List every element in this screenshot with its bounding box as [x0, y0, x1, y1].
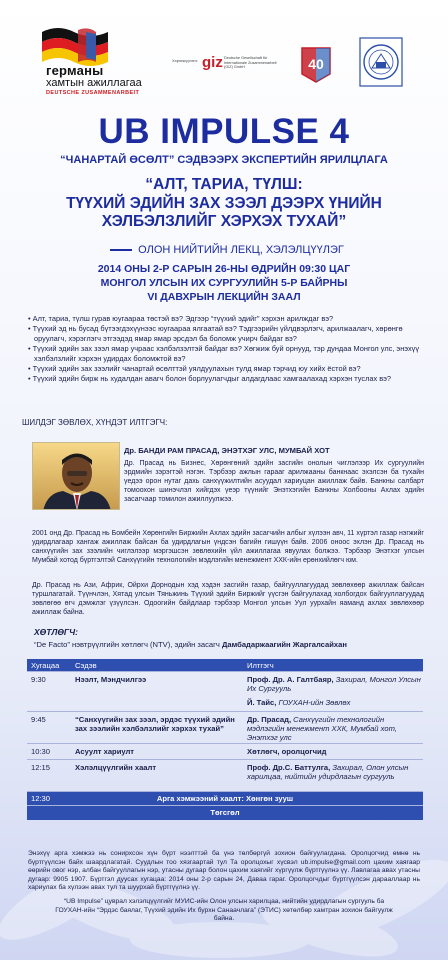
- question-list: [28, 314, 420, 384]
- header-time: Хугацаа: [31, 661, 60, 670]
- topic-heading: [0, 176, 448, 232]
- lecture-type-row: [0, 244, 448, 256]
- row-time: 12:15: [31, 763, 51, 772]
- end-band-row: [27, 806, 423, 820]
- lecture-type: ОЛОН НИЙТИЙН ЛЕКЦ, ХЭЛЭЛЦҮҮЛЭГ: [138, 244, 344, 256]
- closing-band-row: [27, 792, 423, 806]
- speaker-name: Др. БАНДИ РАМ ПРАСАД, ЭНЭТХЭГ УЛС, МУМБАЙ ХОТ: [124, 446, 330, 455]
- table-row: [27, 672, 423, 712]
- german-cooperation-logo: [46, 64, 156, 97]
- registration-info: Энэхүү арга хэмжээ нь сонирхсон хүн бүрт нээлттэй ба үнэ төлбөргүй зохион байгуулагдана. Оролцогчид өмнө нь бүртгүүлсэн байх шаардлагатай. Суудлын тоо хязгаартай тул Та оролцохыг хүсвэл ub.impulse@gmail.com цахим хаягаар өөрийн овог нэр, албан байгууллагын нэр, утасны дугаар болон цахим хаягийг хүргүүлж бүртгүүлнэ үү. Лавлагаа авах утасны дугаар: 9905 1907. Бүртгэл дуусах хугацаа: 2014 оны 2-р сарын 24, Даваа гараг. Оролцогчдыг бүртгүүлсэн дарааллаар нь хариулах ба хүлээн авах тул та шуурхай бүртгүүлнэ үү.: [28, 850, 420, 892]
- moderator-label: ХӨТЛӨГЧ:: [34, 627, 78, 637]
- german-flag-icon: [38, 24, 112, 68]
- speaker-name-bold: Проф. Др.С. Баттулга,: [247, 763, 331, 772]
- row-topic: “Санхүүгийн зах зээл, эрдэс түүхий эдийн зах зээлийн хэлбэлзлийг хэрхэх тухай”: [75, 715, 235, 733]
- datetime-line-3: VI ДАВХРЫН ЛЕКЦИЙН ЗААЛ: [147, 291, 301, 304]
- topic-line-3: ХЭЛБЭЛЗЛИЙГ ХЭРХЭХ ТУХАЙ”: [101, 213, 347, 231]
- speaker-affiliation: Захирал, Монгол Улсын Их Сургууль: [247, 675, 421, 693]
- row-time: 10:30: [31, 747, 51, 756]
- event-datetime: [0, 262, 448, 305]
- row-time: 9:45: [31, 715, 46, 724]
- header-speaker: Илтгэгч: [247, 661, 274, 670]
- giz-wordmark: giz: [202, 54, 223, 71]
- page-subtitle: “ЧАНАРТАЙ ӨСӨЛТ” СЭДВЭЭРХ ЭКСПЕРТИЙН ЯРИЛЦЛАГА: [60, 154, 388, 166]
- speaker-name-bold: Й. Тайс,: [247, 698, 277, 707]
- table-header-row: [27, 659, 423, 672]
- speaker-affiliation: Захирал, Олон улсын харилцаа, нийтийн удирдлагын сургууль: [247, 763, 409, 781]
- organizer-note-text: “UB Impulse” цуврал хэлэлцүүлгийг МУИС-ийн Олон улсын харилцаа, нийтийн удирдлагын сургууль ба ГОУХАН-ийн “Эрдэс баялаг, Түүхий эдийн Их бурхн Санаачлага” (ЭТИС) хөтөлбөр хамтран зохион байгуулж байна.: [55, 898, 393, 923]
- list-item: • Түүхий эдийн зах зээл ямар учраас хэлбэлзэлтэй байдаг вэ? Хөгжиж буй орнууд, тэр дундаа Монгол улс, энэхүү хэлбэлзлийг хэрхэн удирдах боломжтой вэ?: [28, 343, 420, 363]
- row-speaker: [247, 763, 421, 781]
- header-topic: Сэдэв: [75, 661, 97, 670]
- speaker-portrait-icon: [33, 443, 120, 510]
- de-logo-line1: германы: [46, 63, 104, 78]
- moderator-line: [34, 640, 347, 649]
- speaker-bio-paragraph: 2001 онд Др. Прасад нь Бомбейн Хөрөнгийн Биржийн Ахлах эдийн засагчийн албыг хүлээн авч, 11 хүртэл газар нэгжийг удирдлагаар хангаж ажиллаж байсан ба удирдлагын үндсэн багийн гишүүн байв. 2006 оноос эхлэн Др. Прасад нь санхүүгийн зах зээлийн чиглэлээр мэргэшсэн зөвлөхийн үйл ажиллагаа явуулах болжээ. Тэрбээр Энэтхэг улсын Мумбай хотод бүртгэлтэй Санхүүгийн технологийн мэдлэгийн менежмент ХХК-ийн ерөнхийлөгч юм.: [32, 530, 424, 564]
- topic-line-2: ТҮҮХИЙ ЭДИЙН ЗАХ ЗЭЭЛ ДЭЭРХ ҮНИЙН: [66, 194, 382, 212]
- speaker-affiliation: ГОУХАН-ийн Зөвлөх: [276, 698, 351, 707]
- table-row: [27, 744, 423, 760]
- de-logo-line2: хамтын ажиллагаа: [46, 76, 142, 89]
- row-speaker: [247, 675, 421, 693]
- speaker-bio-paragraph: Др. Прасад нь Бизнес, Хөрөнгөний эдийн засгийн онолын чиглэлээр Их сургуулийн эрдмийн зэрэгтэй нэгэн. Тэрбээр ажлын гарааг арилжааны банкнаас эхэлсэн ба тухайн үедээ орон нутаг дахь санхүүжилтийн асуудал хариуцан ажиллаж байв. Банкны салбарт томоохон шинэчлэл хийгдэх үеэр түүнийг Энэтхэгийн Банкны Холбооны Ахлах эдийн засагчаар томилон ажиллуулжээ.: [124, 460, 424, 503]
- speaker-affiliation: Санхүүгийн технологийн мэдлэгийн менежмент ХХК, Мумбай хот, Энэтхэг улс: [247, 715, 397, 742]
- datetime-line-2: МОНГОЛ УЛСЫН ИХ СУРГУУЛИЙН 5-Р БАЙРНЫ: [100, 277, 348, 290]
- anniversary-badge-icon: [298, 44, 334, 84]
- speaker-name-bold: Проф. Др. А. Галтбаяр,: [247, 675, 334, 684]
- university-seal-icon: [358, 36, 404, 88]
- giz-logo: [172, 54, 287, 80]
- topic-line-1: “АЛТ, ТАРИА, ТҮЛШ:: [145, 176, 303, 193]
- end-label: Төгсгөл: [210, 808, 240, 817]
- datetime-line-1: 2014 ОНЫ 2-Р САРЫН 26-НЫ ӨДРИЙН 09:30 ЦАГ: [97, 263, 351, 275]
- row-time: 9:30: [31, 675, 46, 684]
- moderator-name: Дамбадаржаагийн Жаргалсайхан: [221, 640, 347, 649]
- honorary-speaker-label: ШИЛДЭГ ЗӨВЛӨХ, ХҮНДЭТ ИЛТГЭГЧ:: [22, 418, 168, 427]
- divider: [110, 249, 132, 251]
- logo-header: [0, 0, 448, 98]
- giz-description: Deutsche Gesellschaft für Internationale Zusammenarbeit (GIZ) GmbH: [224, 56, 277, 70]
- de-logo-line3: DEUTSCHE ZUSAMMENARBEIT: [46, 90, 140, 97]
- speaker-photo: [32, 442, 120, 510]
- agenda-table: [27, 659, 423, 820]
- table-row: [27, 712, 423, 744]
- list-item: • Түүхий эдийн зах зээлийг чанартай өсөлттэй уялдуулахын тулд ямар тэрчид юу хийх ёстой вэ?: [28, 363, 361, 373]
- organizer-note: [50, 898, 398, 924]
- giz-implementer-label: Хэрэгжүүлэгч:: [172, 58, 199, 63]
- list-item: • Түүхий эд нь бусад бүтээгдэхүүнээс юугаараа ялгаатай вэ? Тэдгээрийн үйлдвэрлэгч, арилжаалагч, хөрөнгө оруулагч, хэрэглэгч этгээдэд ямар ямар эрсдэл ба боломж учирч байдаг вэ?: [28, 324, 403, 343]
- row-time: 12:30: [31, 794, 51, 803]
- row-speaker: Хөтлөгч, оролцогчид: [247, 747, 327, 756]
- list-item: • Алт, тариа, түлш гурав юугаараа төстэй вэ? Эдгээр “түүхий эдийг” хэрхэн арилждаг вэ?: [28, 314, 334, 323]
- row-topic: Асуулт хариулт: [75, 747, 135, 756]
- table-row: [27, 760, 423, 792]
- closing-label: Арга хэмжээний хаалт: Хөнгөн зууш: [156, 794, 294, 803]
- badge-number: 40: [308, 56, 324, 72]
- list-item: • Түүхий эдийн бирж нь худалдан авагч болон борлуулагчдыг алдагдлаас хамгаалахад хэрхэн туслах вэ?: [28, 373, 392, 383]
- speaker-bio-paragraph: Др. Прасад нь Ази, Африк, Ойрхи Дорнодын хэд хэдэн засгийн газар, байгууллагуудад зөвлөхөөр ажиллаж байсан туршлагатай. Түүнчлэн, Хятад улсын Тяньжинь Түүхий эдийн Биржийг үүсгэн байгуулахад холбогдох байгууллагуудад зөвлөгөө өгч дэмжлэг үзүүлсэн. Одоогийн байдлаар тэрбээр Монгол улсын Уул уурхайн яаманд ахлах зөвлөхөөр ажиллаж байна.: [32, 582, 424, 616]
- row-speaker: [247, 715, 421, 742]
- moderator-prefix: “De Facto” нэвтрүүлгийн хөтлөгч (NTV), эдийн засагч: [34, 640, 220, 649]
- row-topic: Хэлэлцүүлгийн хаалт: [75, 763, 157, 772]
- row-topic: Нээлт, Мэндчилгээ: [75, 675, 147, 684]
- row-speaker-2: [247, 698, 421, 707]
- page-title: UB IMPULSE 4: [98, 112, 350, 151]
- speaker-name-bold: Др. Прасад,: [247, 715, 292, 724]
